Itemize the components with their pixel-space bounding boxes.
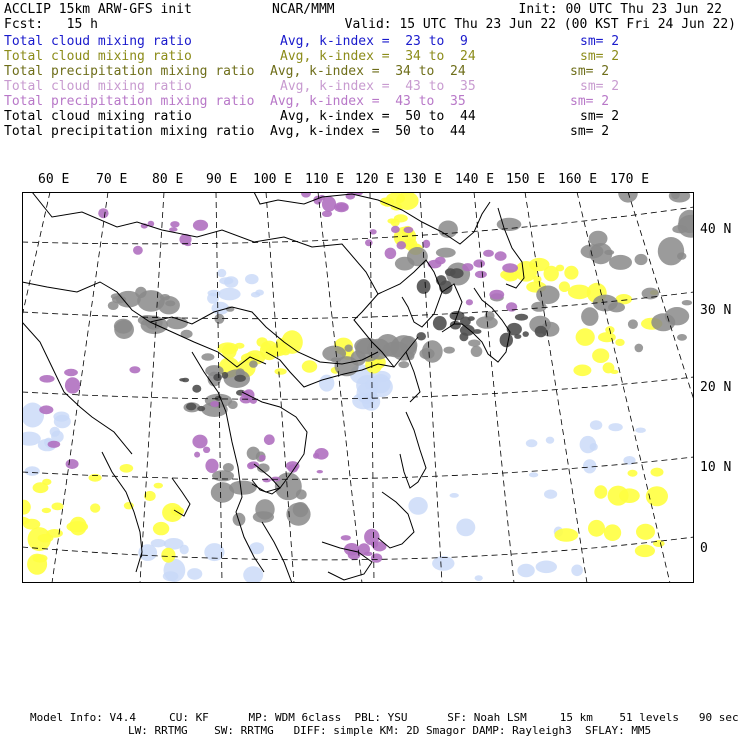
dense-cloud-patch (222, 372, 229, 379)
low-cloud-patch (456, 519, 475, 537)
init-time: Init: 00 UTC Thu 23 Jun 22 (518, 2, 722, 17)
precip-patch (120, 464, 134, 473)
k-index-range: Avg, k-index = 50 to 44 (270, 124, 466, 139)
precip-patch (90, 503, 100, 512)
upper-cloud-patch (286, 461, 300, 471)
k-index-range: Avg, k-index = 43 to 35 (280, 79, 476, 94)
low-cloud-patch (243, 566, 263, 583)
cloud-patch (438, 221, 458, 238)
upper-cloud-patch (404, 227, 414, 233)
cloud-patch (398, 361, 409, 368)
upper-cloud-patch (170, 221, 179, 227)
cloud-patch (114, 320, 134, 339)
lon-label: 150 E (506, 172, 546, 187)
precip-patch (281, 348, 291, 355)
forecast-hour: Fcst: 15 h (4, 17, 98, 32)
cloud-patch (228, 400, 238, 409)
cloud-patch (407, 247, 428, 266)
upper-cloud-patch (483, 250, 494, 257)
precip-patch (554, 528, 578, 542)
cloud-patch (160, 294, 170, 300)
upper-cloud-patch (365, 239, 373, 246)
precip-patch (515, 261, 537, 282)
lon-label: 130 E (403, 172, 443, 187)
cloud-patch (635, 254, 648, 265)
cloud-patch (536, 286, 559, 305)
dense-cloud-patch (213, 374, 222, 381)
lat-label: 0 (700, 541, 708, 556)
upper-cloud-patch (397, 241, 407, 249)
cloud-patch (589, 231, 608, 247)
cloud-patch (677, 334, 687, 341)
precip-patch (42, 479, 51, 485)
precip-patch (636, 524, 655, 540)
low-cloud-patch (580, 436, 597, 453)
model-title: ACCLIP 15km ARW-GFS init (4, 2, 192, 17)
precip-patch (235, 343, 245, 349)
upper-cloud-patch (185, 243, 192, 247)
field-name: Total cloud mixing ratio (4, 79, 192, 94)
low-cloud-patch (50, 427, 60, 437)
lon-label: 110 E (305, 172, 345, 187)
upper-cloud-patch (489, 290, 504, 300)
dense-cloud-patch (234, 375, 246, 382)
cloud-patch (253, 511, 274, 523)
dense-cloud-patch (186, 403, 196, 411)
precip-patch (257, 337, 268, 347)
lon-label: 160 E (558, 172, 598, 187)
cloud-patch (628, 319, 638, 329)
smoothing-value: sm= 2 (580, 79, 620, 94)
precip-patch (154, 483, 163, 489)
smoothing-value: sm= 2 (580, 34, 620, 49)
dense-cloud-patch (523, 331, 529, 337)
upper-cloud-patch (250, 397, 257, 404)
low-cloud-patch (529, 472, 538, 477)
upper-cloud-patch (98, 208, 108, 218)
lon-label: 90 E (206, 172, 238, 187)
upper-cloud-patch (133, 246, 143, 255)
cloud-patch (436, 248, 456, 258)
precip-patch (615, 339, 624, 346)
upper-cloud-patch (322, 196, 336, 212)
precip-patch (594, 485, 607, 499)
upper-cloud-patch (371, 541, 378, 548)
precip-patch (28, 527, 51, 551)
upper-cloud-patch (264, 434, 275, 445)
dense-cloud-patch (197, 406, 205, 411)
low-cloud-patch (408, 497, 427, 515)
upper-cloud-patch (193, 220, 208, 231)
cloud-patch (233, 513, 246, 526)
k-index-range: Avg, k-index = 50 to 44 (280, 109, 476, 124)
cloud-patch (249, 360, 258, 367)
low-cloud-patch (164, 538, 184, 550)
cloud-patch (444, 347, 455, 354)
cloud-patch (581, 244, 604, 258)
precip-patch (592, 348, 609, 363)
low-cloud-patch (450, 493, 459, 498)
cloud-patch (672, 225, 687, 233)
upper-cloud-patch (385, 248, 397, 259)
cloud-patch (471, 346, 483, 357)
cloud-patch (609, 255, 632, 270)
lat-label: 30 N (700, 303, 732, 318)
cloud-patch (205, 365, 223, 376)
k-index-range: Avg, k-index = 34 to 24 (270, 64, 466, 79)
cloud-patch (658, 237, 684, 265)
low-cloud-patch (571, 565, 583, 577)
upper-cloud-patch (64, 369, 78, 376)
cloud-patch (476, 316, 498, 329)
precip-patch (604, 524, 621, 541)
dense-cloud-patch (192, 385, 201, 393)
precip-patch (396, 192, 419, 210)
model-info-line1: Model Info: V4.4 CU: KF MP: WDM 6class PBL: YSU SF: Noah LSM 15 km 51 levels 90 sec (30, 711, 739, 724)
upper-cloud-patch (48, 441, 61, 448)
precip-patch (33, 554, 48, 562)
lat-label: 40 N (700, 222, 732, 237)
lon-label: 170 E (610, 172, 650, 187)
k-index-range: Avg, k-index = 43 to 35 (270, 94, 466, 109)
cloud-patch (211, 482, 234, 503)
upper-cloud-patch (169, 227, 178, 231)
precip-patch (598, 332, 616, 342)
low-cloud-patch (536, 561, 557, 574)
dense-cloud-patch (450, 268, 464, 278)
lon-label: 120 E (355, 172, 395, 187)
cloud-patch (581, 307, 598, 326)
upper-cloud-patch (205, 459, 218, 473)
precip-patch (387, 218, 396, 223)
cloud-patch (635, 344, 644, 353)
lon-label: 60 E (38, 172, 70, 187)
upper-cloud-patch (263, 478, 271, 482)
precip-patch (52, 503, 64, 511)
k-index-range: Avg, k-index = 34 to 24 (280, 49, 476, 64)
low-cloud-patch (245, 274, 259, 284)
low-cloud-patch (517, 564, 534, 578)
cloud-patch (531, 302, 546, 312)
dense-cloud-patch (417, 279, 431, 294)
dense-cloud-patch (459, 333, 468, 342)
cloud-patch (608, 302, 625, 312)
low-cloud-patch (54, 415, 71, 428)
upper-cloud-patch (39, 405, 53, 414)
dense-cloud-patch (535, 326, 547, 338)
lon-label: 80 E (152, 172, 184, 187)
low-cloud-patch (217, 269, 226, 277)
cloud-patch (665, 307, 689, 325)
k-index-range: Avg, k-index = 23 to 9 (280, 34, 468, 49)
upper-cloud-patch (313, 453, 319, 459)
upper-cloud-patch (192, 435, 207, 449)
cloud-patch (422, 340, 443, 362)
upper-cloud-patch (473, 259, 485, 267)
low-cloud-patch (25, 466, 40, 476)
precip-patch (610, 370, 618, 374)
cloud-patch (322, 346, 346, 362)
model-info-line2: LW: RRTMG SW: RRTMG DIFF: simple KM: 2D Smagor DAMP: Rayleigh3 SFLAY: MM5 (128, 724, 652, 737)
precip-patch (42, 508, 51, 513)
upper-cloud-patch (194, 452, 200, 458)
precip-patch (564, 266, 578, 280)
institution-label: NCAR/MMM (272, 2, 335, 17)
dense-cloud-patch (416, 332, 426, 340)
cloud-patch (296, 489, 307, 499)
field-name: Total precipitation mixing ratio (4, 64, 255, 79)
precip-patch (608, 486, 629, 506)
smoothing-value: sm= 2 (580, 109, 620, 124)
field-name: Total precipitation mixing ratio (4, 94, 255, 109)
low-cloud-patch (187, 568, 202, 580)
precip-patch (161, 548, 175, 563)
precip-patch (153, 522, 169, 535)
upper-cloud-patch (475, 271, 487, 278)
precip-patch (302, 360, 317, 372)
lon-label: 70 E (96, 172, 128, 187)
cloud-patch (677, 252, 686, 259)
upper-cloud-patch (39, 375, 54, 383)
upper-cloud-patch (65, 377, 80, 393)
dense-cloud-patch (515, 314, 528, 321)
upper-cloud-patch (466, 299, 473, 305)
lat-label: 10 N (700, 460, 732, 475)
smoothing-value: sm= 2 (570, 124, 610, 139)
low-cloud-patch (219, 277, 233, 284)
lat-label: 20 N (700, 380, 732, 395)
upper-cloud-patch (435, 257, 446, 265)
upper-cloud-patch (336, 203, 348, 211)
cloud-patch (497, 218, 522, 231)
upper-cloud-patch (210, 401, 219, 407)
forecast-map (22, 192, 694, 583)
low-cloud-patch (608, 423, 622, 431)
lon-label: 140 E (455, 172, 495, 187)
cloud-patch (201, 353, 214, 361)
field-name: Total precipitation mixing ratio (4, 124, 255, 139)
upper-cloud-patch (203, 447, 210, 453)
low-cloud-patch (544, 490, 557, 499)
low-cloud-patch (207, 293, 219, 304)
cloud-patch (247, 447, 260, 460)
upper-cloud-patch (346, 192, 356, 199)
smoothing-value: sm= 2 (570, 64, 610, 79)
valid-time: Valid: 15 UTC Thu 23 Jun 22 (00 KST Fri 24 Jun 22) (344, 17, 736, 32)
low-cloud-patch (526, 439, 538, 447)
upper-cloud-patch (259, 455, 266, 461)
low-cloud-patch (22, 403, 44, 428)
upper-cloud-patch (371, 553, 382, 562)
precip-patch (588, 520, 605, 537)
upper-cloud-patch (341, 535, 351, 540)
precip-patch (651, 468, 664, 477)
cloud-patch (390, 335, 417, 361)
precip-patch (69, 517, 86, 536)
upper-cloud-patch (502, 263, 518, 272)
dense-cloud-patch (500, 333, 513, 348)
low-cloud-patch (546, 437, 554, 444)
lon-label: 100 E (253, 172, 293, 187)
cloud-patch (468, 340, 480, 347)
field-name: Total cloud mixing ratio (4, 49, 192, 64)
field-name: Total cloud mixing ratio (4, 109, 192, 124)
upper-cloud-patch (462, 263, 473, 271)
dense-cloud-patch (182, 378, 189, 383)
precip-patch (576, 328, 595, 346)
precip-patch (573, 365, 591, 377)
precip-patch (275, 368, 287, 375)
precip-patch (556, 265, 564, 272)
upper-cloud-patch (391, 226, 400, 233)
low-cloud-patch (590, 420, 602, 430)
upper-cloud-patch (423, 240, 431, 248)
low-cloud-patch (251, 292, 260, 298)
upper-cloud-patch (129, 366, 140, 373)
upper-cloud-patch (317, 470, 323, 473)
dense-cloud-patch (468, 316, 475, 321)
smoothing-value: sm= 2 (580, 49, 620, 64)
low-cloud-patch (635, 428, 646, 433)
precip-patch (89, 474, 102, 482)
upper-cloud-patch (66, 459, 79, 469)
low-cloud-patch (218, 288, 240, 301)
smoothing-value: sm= 2 (570, 94, 610, 109)
field-name: Total cloud mixing ratio (4, 34, 192, 49)
cloud-patch (682, 300, 692, 305)
upper-cloud-patch (364, 552, 373, 556)
dense-cloud-patch (514, 334, 521, 339)
cloud-patch (345, 345, 353, 352)
precip-patch (635, 545, 655, 558)
upper-cloud-patch (495, 251, 507, 261)
low-cloud-patch (475, 575, 483, 581)
precip-patch (628, 470, 638, 477)
dense-cloud-patch (433, 316, 447, 330)
